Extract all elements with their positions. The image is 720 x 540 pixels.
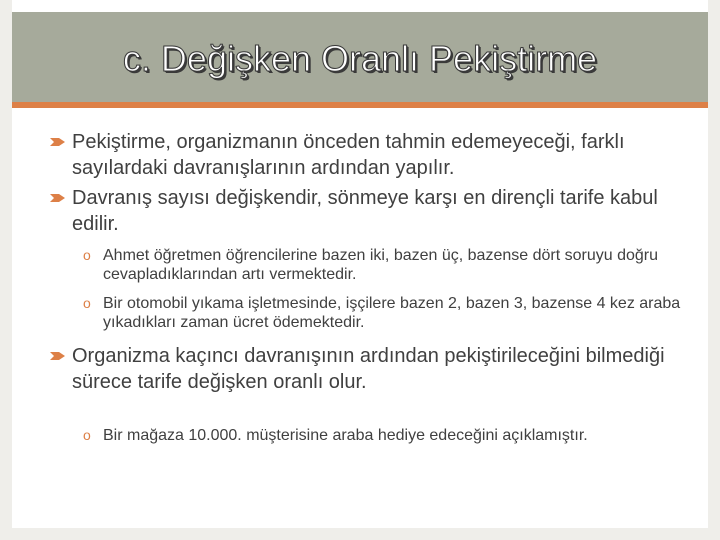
circle-marker-icon: o: [83, 295, 91, 311]
arrow-bullet-icon: [50, 352, 65, 360]
sub-bullet-text: Bir otomobil yıkama işletmesinde, işçilere bazen 2, bazen 3, bazense 4 kez araba yıkadıkları zaman ücret ödemektedir.: [103, 295, 681, 331]
sub-bullet-item: [83, 294, 683, 332]
arrow-bullet-icon: [50, 138, 65, 146]
bullet-text: Davranış sayısı değişkendir, sönmeye karşı en dirençli tarife kabul edilir.: [72, 187, 658, 235]
sub-bullet-item: [83, 246, 683, 284]
circle-marker-icon: o: [83, 247, 91, 263]
sub-bullet-item: [83, 426, 683, 445]
slide-title: c. Değişken Oranlı Pekiştirme: [122, 38, 598, 79]
arrow-bullet-icon: [50, 194, 65, 202]
bullet-item: [72, 185, 684, 237]
circle-marker-icon: o: [83, 427, 91, 443]
sub-bullet-text: Ahmet öğretmen öğrencilerine bazen iki, bazen üç, bazense dört soruyu doğru cevapladıklarından artı vermektedir.: [103, 247, 658, 283]
bullet-item: [72, 129, 684, 181]
sub-bullet-text: Bir mağaza 10.000. müşterisine araba hediye edeceğini açıklamıştır.: [103, 427, 588, 444]
bullet-text: Pekiştirme, organizmanın önceden tahmin edemeyeceği, farklı sayılardaki davranışlarının ardından yapılır.: [72, 131, 625, 179]
bullet-text: Organizma kaçıncı davranışının ardından pekiştirileceğini bilmediği sürece tarife değişken oranlı olur.: [72, 345, 665, 393]
bullet-item: [72, 343, 684, 395]
